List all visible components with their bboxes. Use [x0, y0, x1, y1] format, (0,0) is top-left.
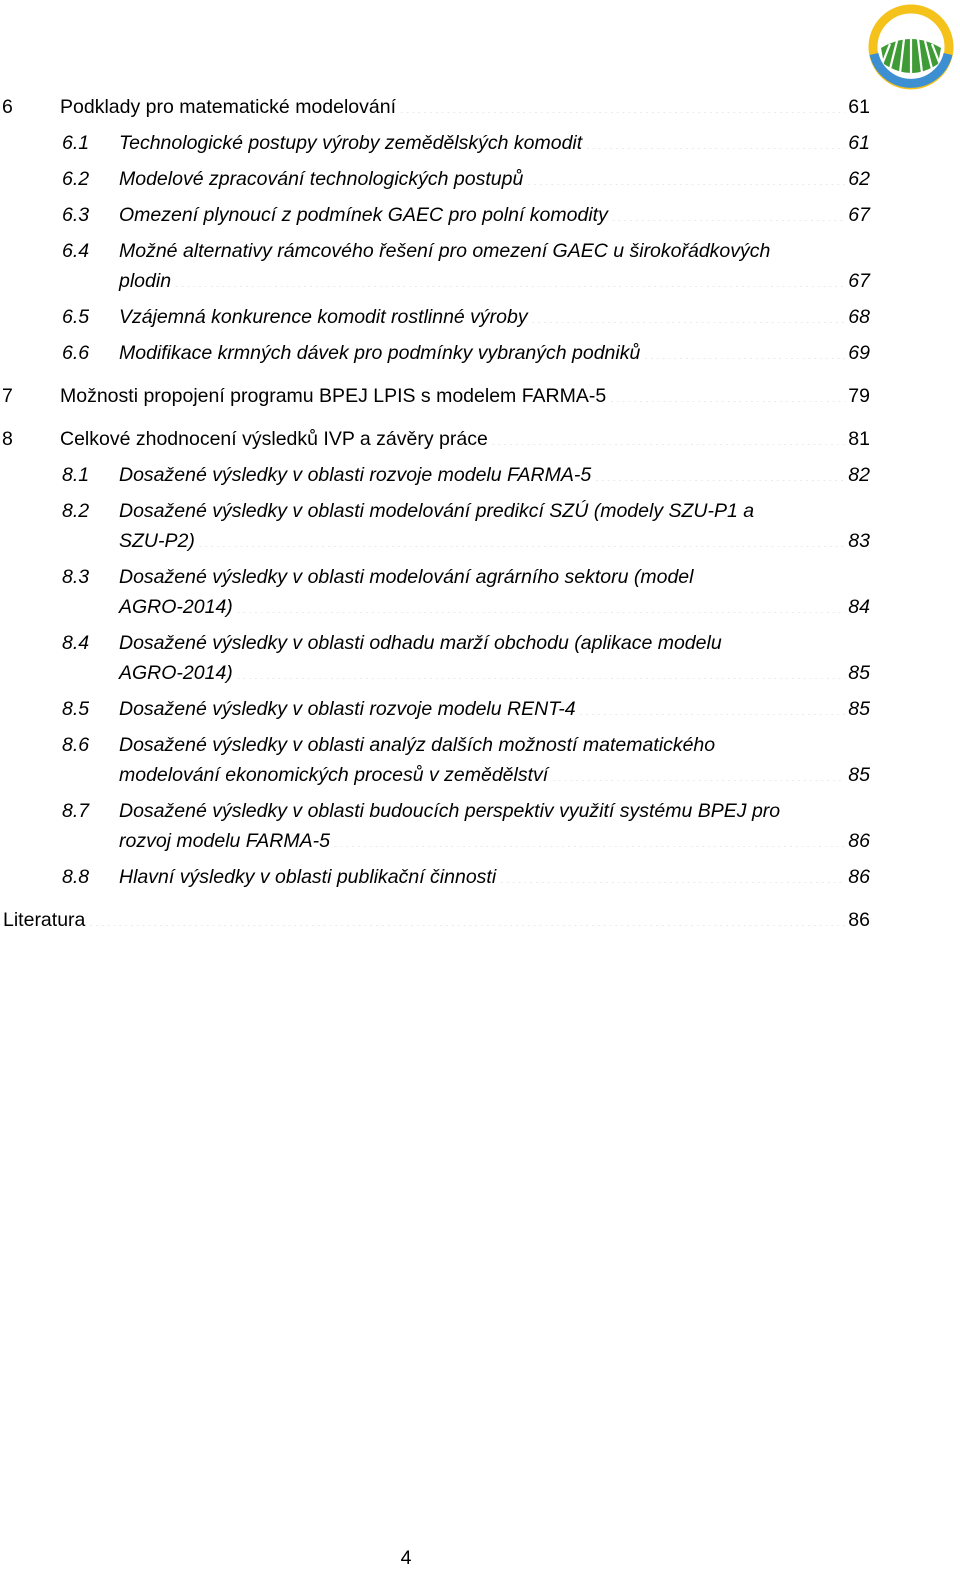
- toc-entry-page: 85: [848, 698, 870, 720]
- dot-leader: [579, 696, 846, 716]
- dot-leader: [531, 304, 846, 324]
- toc-entry-page: 85: [848, 764, 870, 786]
- toc-entry[interactable]: [0, 628, 870, 688]
- toc-entry[interactable]: [0, 424, 870, 454]
- toc-entry-page: 67: [848, 270, 870, 292]
- toc-entry-title: Literatura: [3, 909, 86, 931]
- toc-entry-page: 84: [848, 596, 870, 618]
- toc-entry-title: Možnosti propojení programu BPEJ LPIS s modelem FARMA-5: [60, 385, 607, 407]
- toc-entry-page: 67: [848, 204, 870, 226]
- toc-entry-number: 6.1: [62, 132, 90, 154]
- toc-entry-title-line: Dosažené výsledky v oblasti modelování agrárního sektoru (model: [119, 566, 694, 588]
- toc-entry-page: 69: [848, 342, 870, 364]
- toc-entry-title: Omezení plynoucí z podmínek GAEC pro polní komodity: [119, 204, 608, 226]
- toc-entry-title: Celkové zhodnocení výsledků IVP a závěry práce: [60, 428, 488, 450]
- toc-entry-number: 8.4: [62, 632, 90, 654]
- dot-leader: [198, 528, 845, 548]
- toc-entry-number: 7: [2, 385, 13, 407]
- dot-leader: [236, 594, 846, 614]
- toc-entry-number: 6.2: [62, 168, 90, 190]
- toc-entry[interactable]: [0, 796, 870, 856]
- toc-entry[interactable]: [0, 128, 870, 158]
- dot-leader: [611, 202, 845, 222]
- toc-entry-title: Technologické postupy výroby zemědělských komodit: [119, 132, 583, 154]
- table-of-contents: [0, 92, 870, 935]
- toc-entry[interactable]: [0, 200, 870, 230]
- toc-entry[interactable]: [0, 905, 870, 935]
- dot-leader: [174, 268, 845, 288]
- dot-leader: [594, 462, 845, 482]
- toc-entry-title: Podklady pro matematické modelování: [60, 96, 397, 118]
- toc-entry-title: Modelové zpracování technologických postupů: [119, 168, 524, 190]
- toc-entry-title-line: Možné alternativy rámcového řešení pro omezení GAEC u širokořádkových: [119, 240, 771, 262]
- toc-entry[interactable]: [0, 92, 870, 122]
- toc-entry[interactable]: [0, 381, 870, 411]
- toc-entry-title: AGRO-2014): [119, 596, 233, 618]
- toc-entry-number: 6.5: [62, 306, 90, 328]
- toc-entry-page: 86: [848, 909, 870, 931]
- toc-entry-page: 68: [848, 306, 870, 328]
- toc-entry-page: 83: [848, 530, 870, 552]
- toc-entry-page: 86: [848, 830, 870, 852]
- dot-leader: [88, 907, 845, 927]
- toc-entry-number: 8.7: [62, 800, 90, 822]
- toc-entry-number: 8.6: [62, 734, 90, 756]
- toc-entry-title: SZU-P2): [119, 530, 195, 552]
- dot-leader: [551, 762, 845, 782]
- toc-entry[interactable]: [0, 496, 870, 556]
- toc-entry-title: Vzájemná konkurence komodit rostlinné výroby: [119, 306, 528, 328]
- toc-entry-number: 8.8: [62, 866, 90, 888]
- toc-entry-page: 61: [848, 132, 870, 154]
- toc-entry-number: 6.6: [62, 342, 90, 364]
- toc-entry-number: 6.4: [62, 240, 90, 262]
- page-number: 4: [400, 1547, 412, 1569]
- toc-entry[interactable]: [0, 562, 870, 622]
- toc-entry-page: 85: [848, 662, 870, 684]
- toc-entry[interactable]: [0, 164, 870, 194]
- dot-leader: [499, 864, 845, 884]
- toc-entry-title: Dosažené výsledky v oblasti rozvoje modelu RENT-4: [119, 698, 576, 720]
- toc-entry-number: 8: [2, 428, 13, 450]
- agricultural-field-logo: [866, 2, 956, 92]
- toc-entry-number: 8.3: [62, 566, 90, 588]
- toc-entry[interactable]: [0, 730, 870, 790]
- dot-leader: [609, 383, 845, 403]
- toc-entry-title: Hlavní výsledky v oblasti publikační činnosti: [119, 866, 497, 888]
- toc-entry-page: 62: [848, 168, 870, 190]
- toc-entry[interactable]: [0, 236, 870, 296]
- dot-leader: [526, 166, 845, 186]
- toc-entry[interactable]: [0, 862, 870, 892]
- toc-entry-page: 82: [848, 464, 870, 486]
- toc-entry-title: plodin: [119, 270, 172, 292]
- toc-entry-page: 81: [848, 428, 870, 450]
- dot-leader: [491, 426, 846, 446]
- toc-entry-title: rozvoj modelu FARMA-5: [119, 830, 330, 852]
- toc-entry-title-line: Dosažené výsledky v oblasti analýz dalších možností matematického: [119, 734, 716, 756]
- toc-entry-number: 8.1: [62, 464, 90, 486]
- toc-entry-title: modelování ekonomických procesů v zemědělství: [119, 764, 549, 786]
- toc-entry-page: 61: [848, 96, 870, 118]
- toc-entry-title-line: Dosažené výsledky v oblasti odhadu marží obchodu (aplikace modelu: [119, 632, 722, 654]
- toc-entry-number: 8.2: [62, 500, 90, 522]
- dot-leader: [333, 828, 845, 848]
- toc-entry-title: Dosažené výsledky v oblasti rozvoje modelu FARMA-5: [119, 464, 592, 486]
- toc-entry[interactable]: [0, 460, 870, 490]
- toc-entry-title: Modifikace krmných dávek pro podmínky vybraných podniků: [119, 342, 641, 364]
- dot-leader: [236, 660, 846, 680]
- toc-entry-title-line: Dosažené výsledky v oblasti budoucích perspektiv využití systému BPEJ pro: [119, 800, 781, 822]
- dot-leader: [585, 130, 845, 150]
- toc-entry-number: 6: [2, 96, 13, 118]
- toc-entry-number: 8.5: [62, 698, 90, 720]
- toc-entry-title-line: Dosažené výsledky v oblasti modelování predikcí SZÚ (modely SZU-P1 a: [119, 500, 755, 522]
- toc-entry-number: 6.3: [62, 204, 90, 226]
- toc-entry-page: 86: [848, 866, 870, 888]
- toc-entry[interactable]: [0, 302, 870, 332]
- dot-leader: [399, 94, 845, 114]
- toc-entry[interactable]: [0, 338, 870, 368]
- dot-leader: [643, 340, 845, 360]
- toc-entry-title: AGRO-2014): [119, 662, 233, 684]
- toc-entry[interactable]: [0, 694, 870, 724]
- toc-entry-page: 79: [848, 385, 870, 407]
